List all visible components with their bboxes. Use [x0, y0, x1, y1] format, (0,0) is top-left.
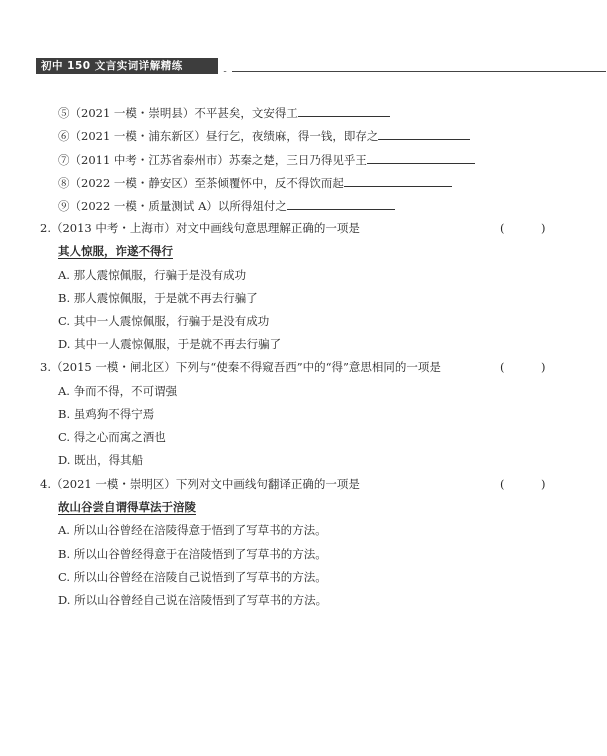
- header-dots: ..: [223, 65, 227, 74]
- option-a[interactable]: A. 所以山谷曾经在涪陵得意于悟到了写草书的方法。: [58, 523, 327, 537]
- option-b[interactable]: B. 虽鸡狗不得宁焉: [58, 407, 155, 421]
- question-4-stem: 4.（2021 一模・崇明区）下列对文中画线句翻译正确的一项是: [40, 477, 360, 491]
- option-c[interactable]: C. 所以山谷曾经在涪陵自己说悟到了写草书的方法。: [58, 570, 327, 584]
- subitem-5: [58, 104, 390, 121]
- option-a[interactable]: A. 那人震惊佩服，行骗于是没有成功: [58, 268, 247, 282]
- option-d[interactable]: D. 既出，得其船: [58, 453, 144, 467]
- answer-blank[interactable]: [344, 174, 452, 187]
- subitem-text: ⑦（2011 中考・江苏省泰州市）苏秦之楚，三日乃得见乎王: [58, 153, 367, 167]
- underlined-sentence: [58, 243, 173, 259]
- option-a[interactable]: A. 争而不得，不可谓强: [58, 384, 178, 398]
- subitem-text: ⑤（2021 一模・崇明县）不平甚矣，文安得工: [58, 106, 298, 120]
- underlined-sentence: [58, 499, 196, 515]
- option-d[interactable]: D. 其中一人震惊佩服，于是就不再去行骗了: [58, 337, 282, 351]
- answer-parentheses[interactable]: ( ): [500, 477, 546, 491]
- option-c[interactable]: C. 得之心而寓之酒也: [58, 430, 166, 444]
- option-b[interactable]: B. 那人震惊佩服，于是就不再去行骗了: [58, 291, 258, 305]
- subitem-7: [58, 151, 475, 168]
- underlined-text: 故山谷尝自谓得草法于涪陵: [58, 500, 196, 514]
- book-title: 初中 150 文言实词详解精练: [36, 58, 218, 74]
- answer-blank[interactable]: [287, 197, 395, 210]
- option-c[interactable]: C. 其中一人震惊佩服，行骗于是没有成功: [58, 314, 270, 328]
- answer-blank[interactable]: [298, 104, 390, 117]
- question-3-stem: 3.（2015 一模・闸北区）下列与“使秦不得窥吾西”中的“得”意思相同的一项是: [40, 360, 441, 374]
- question-2-stem: 2.（2013 中考・上海市）对文中画线句意思理解正确的一项是: [40, 221, 360, 235]
- subitem-text: ⑥（2021 一模・浦东新区）昼行乞，夜绩麻，得一钱，即存之: [58, 129, 379, 143]
- subitem-8: [58, 174, 452, 191]
- page-header: [36, 58, 606, 76]
- answer-parentheses[interactable]: ( ): [500, 221, 546, 235]
- subitem-text: ⑧（2022 一模・静安区）至茶倾覆怀中，反不得饮而起: [58, 176, 344, 190]
- option-b[interactable]: B. 所以山谷曾经得意于在涪陵悟到了写草书的方法。: [58, 547, 327, 561]
- subitem-9: [58, 197, 395, 214]
- underlined-text: 其人惊服，诈遂不得行: [58, 244, 173, 258]
- answer-parentheses[interactable]: ( ): [500, 360, 546, 374]
- answer-blank[interactable]: [378, 127, 470, 140]
- answer-blank[interactable]: [367, 151, 475, 164]
- header-rule: [232, 71, 606, 72]
- option-d[interactable]: D. 所以山谷曾经自己说在涪陵悟到了写草书的方法。: [58, 593, 328, 607]
- subitem-6: [58, 127, 470, 144]
- subitem-text: ⑨（2022 一模・质量测试 A）以所得俎付之: [58, 199, 287, 213]
